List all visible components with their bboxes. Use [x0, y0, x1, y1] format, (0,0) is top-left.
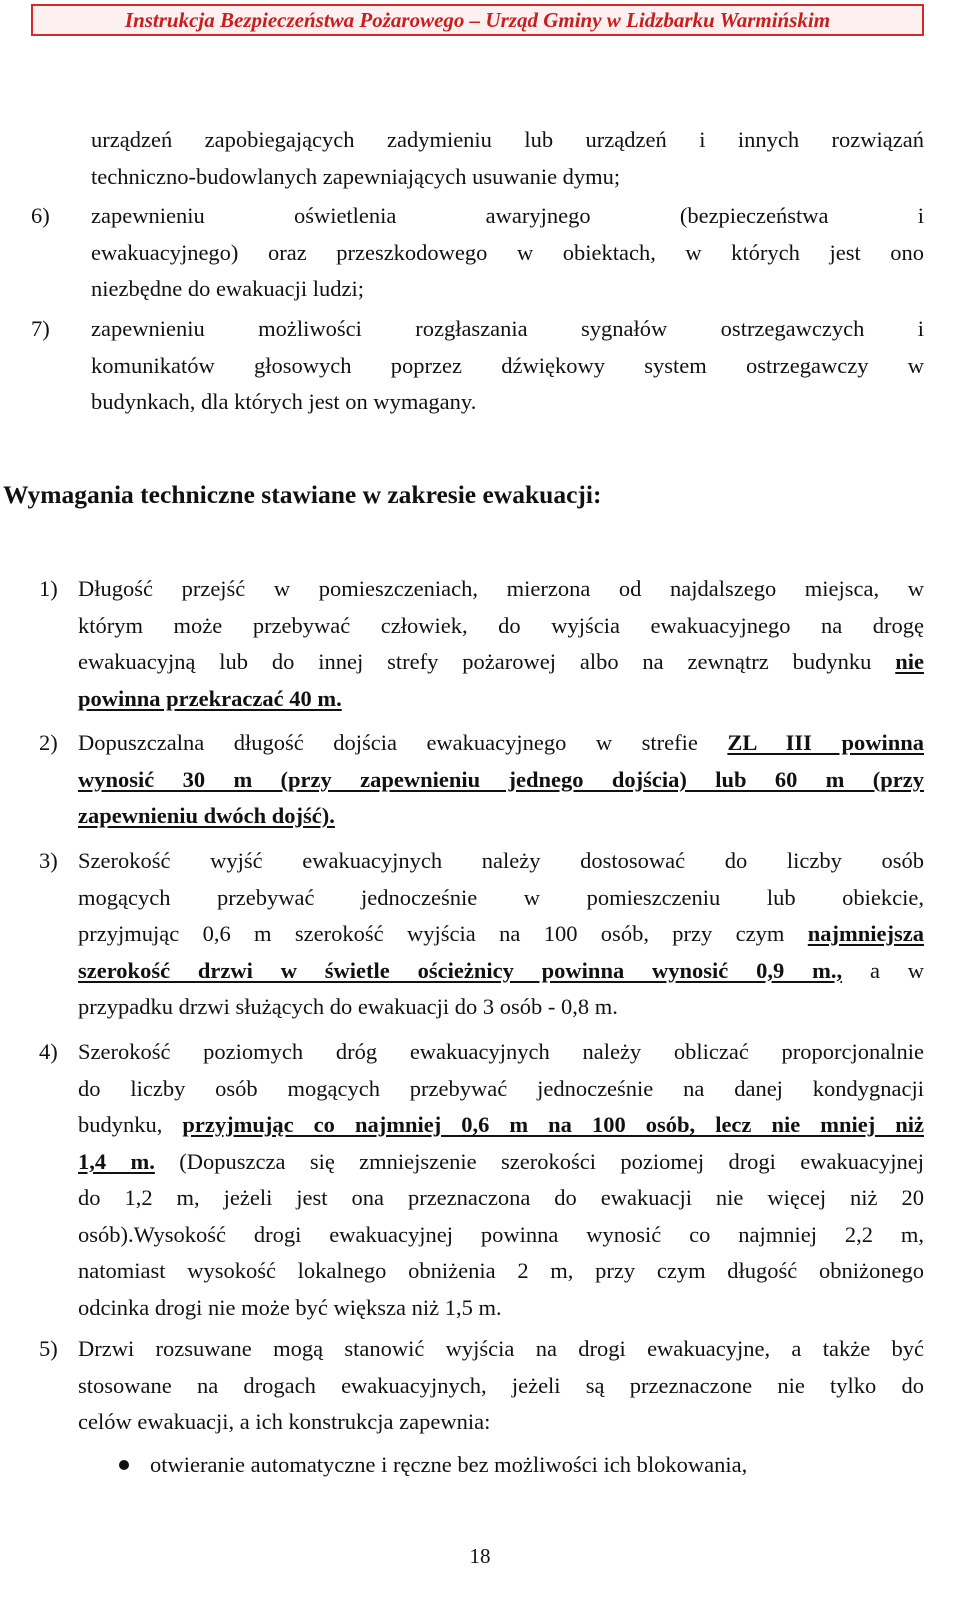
requirement-2: [78, 725, 924, 835]
emphasis-text: wynosić 30 m (przy zapewnieniu jednego dojścia) lub 60 m (przy: [78, 766, 924, 792]
section-heading: Wymagania techniczne stawiane w zakresie ewakuacji:: [3, 480, 602, 509]
text-line: 1,4 m. (Dopuszcza się zmniejszenie szerokości poziomej drogi ewakuacyjnej: [78, 1148, 924, 1174]
bullet-icon: [119, 1460, 129, 1470]
text-line: natomiast wysokość lokalnego obniżenia 2 m, przy czym długość obniżonego: [78, 1258, 924, 1283]
text-line: którym może przebywać człowiek, do wyjścia ewakuacyjnego na drogę: [78, 612, 924, 638]
text-line: zapewnieniu możliwości rozgłaszania sygnałów ostrzegawczych i: [91, 316, 924, 341]
emphasis-text: nie: [895, 649, 924, 674]
list-item-5-continuation: [91, 122, 924, 195]
text-line: otwieranie automatyczne i ręczne bez możliwości ich blokowania,: [150, 1452, 748, 1477]
text-line: [78, 681, 924, 718]
list-number: 7): [31, 316, 50, 341]
list-number: 5): [39, 1336, 58, 1361]
text-line: stosowane na drogach ewakuacyjnych, jeżeli są przeznaczone nie tylko do: [78, 1372, 924, 1398]
text-line: odcinka drogi nie może być większa niż 1,5 m.: [78, 1294, 502, 1320]
text-line: szerokość drzwi w świetle ościeżnicy powinna wynosić 0,9 m., a w: [78, 957, 925, 983]
list-item-6: [91, 198, 924, 308]
bullet-item: [150, 1447, 924, 1484]
text-line: ewakuacyjną lub do innej strefy pożarowej albo na zewnątrz budynku nie: [78, 649, 924, 674]
text-line: ewakuacyjnego) oraz przeszkodowego w obiektach, w których jest ono: [91, 239, 924, 265]
emphasis-text: ZL III powinna: [727, 730, 924, 755]
text-line: przypadku drzwi służących do ewakuacji do 3 osób - 0,8 m.: [78, 994, 618, 1019]
text-line: budynku, przyjmując co najmniej 0,6 m na 100 osób, lecz nie mniej niż: [78, 1112, 925, 1137]
header-title: Instrukcja Bezpieczeństwa Pożarowego – Urząd Gminy w Lidzbarku Warmińskim: [124, 7, 831, 32]
text-line: techniczno-budowlanych zapewniających usuwanie dymu;: [91, 163, 621, 189]
list-number: 1): [39, 576, 58, 601]
list-number: 4): [39, 1039, 58, 1064]
list-number: 2): [39, 730, 58, 755]
emphasis-text: najmniejsza: [807, 921, 925, 946]
emphasis-text: przyjmując co najmniej 0,6 m na 100 osób, lecz nie mniej niż: [182, 1112, 925, 1137]
text-line: do 1,2 m, jeżeli jest ona przeznaczona do ewakuacji nie więcej niż 20: [78, 1185, 924, 1210]
text-line: przyjmując 0,6 m szerokość wyjścia na 100 osób, przy czym najmniejsza: [78, 921, 925, 946]
text-line: Dopuszczalna długość dojścia ewakuacyjnego w strefie ZL III powinna: [78, 730, 924, 755]
text-line: Szerokość wyjść ewakuacyjnych należy dostosować do liczby osób: [78, 848, 924, 873]
emphasis-text: szerokość drzwi w świetle ościeżnicy powinna wynosić 0,9 m.,: [78, 957, 843, 983]
text-line: urządzeń zapobiegających zadymieniu lub urządzeń i innych rozwiązań: [91, 127, 924, 152]
text-line: [78, 798, 924, 835]
emphasis-text: 1,4 m.: [78, 1148, 155, 1174]
list-item-7: [91, 311, 924, 421]
list-number: 3): [39, 848, 58, 873]
list-number: 6): [31, 203, 50, 228]
text-line: Szerokość poziomych dróg ewakuacyjnych należy obliczać proporcjonalnie: [78, 1039, 924, 1064]
text-line: zapewnieniu oświetlenia awaryjnego (bezpieczeństwa i: [91, 203, 924, 228]
text-line: celów ewakuacji, a ich konstrukcja zapewnia:: [78, 1409, 491, 1434]
requirement-5: [78, 1331, 924, 1441]
requirement-3: [78, 843, 924, 1026]
requirement-1: [78, 571, 924, 717]
text-line: osób).Wysokość drogi ewakuacyjnej powinna wynosić co najmniej 2,2 m,: [78, 1221, 924, 1247]
requirement-4: [78, 1034, 924, 1326]
emphasis-text: zapewnieniu dwóch dojść).: [78, 803, 335, 828]
page-number: 18: [469, 1544, 491, 1568]
text-line: do liczby osób mogących przebywać jednocześnie na danej kondygnacji: [78, 1075, 924, 1101]
text-line: komunikatów głosowych poprzez dźwiękowy system ostrzegawczy w: [91, 352, 924, 378]
document-header: [31, 4, 924, 36]
emphasis-text: powinna przekraczać 40 m.: [78, 685, 342, 711]
text-line: niezbędne do ewakuacji ludzi;: [91, 276, 365, 301]
text-line: mogących przebywać jednocześnie w pomieszczeniu lub obiekcie,: [78, 884, 924, 910]
text-line: budynkach, dla których jest on wymagany.: [91, 389, 477, 414]
text-line: Drzwi rozsuwane mogą stanowić wyjścia na drogi ewakuacyjne, a także być: [78, 1336, 924, 1361]
text-line: Długość przejść w pomieszczeniach, mierzona od najdalszego miejsca, w: [78, 576, 924, 601]
